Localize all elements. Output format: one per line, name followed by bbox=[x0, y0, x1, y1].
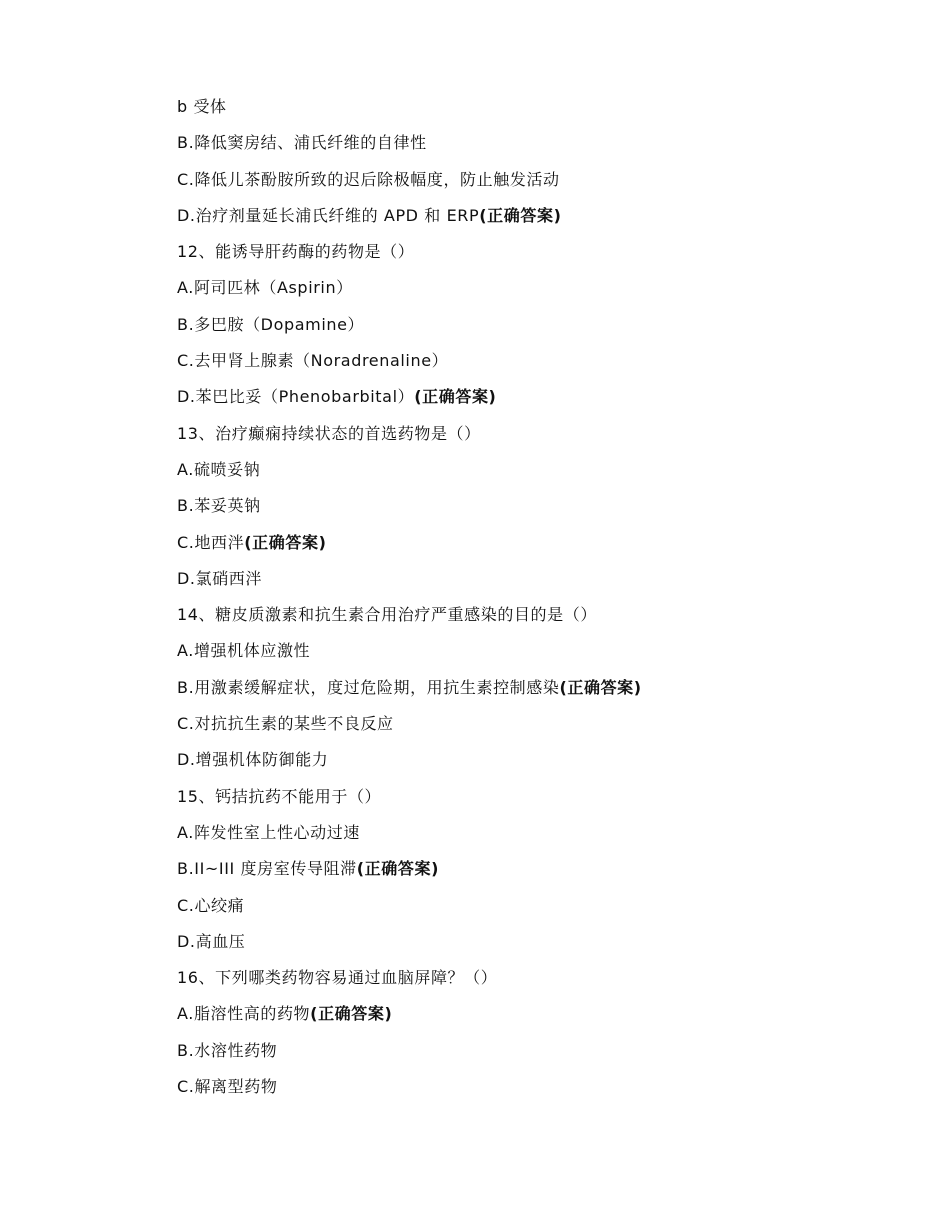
line-text: A.脂溶性高的药物 bbox=[177, 1004, 311, 1024]
option-line bbox=[177, 640, 897, 676]
option-line bbox=[177, 822, 897, 858]
line-text: D.苯巴比妥（Phenobarbital） bbox=[177, 387, 415, 407]
option-line bbox=[177, 132, 897, 168]
line-text: C.降低儿茶酚胺所致的迟后除极幅度，防止触发活动 bbox=[177, 169, 560, 189]
question-line bbox=[177, 967, 897, 1003]
option-line bbox=[177, 749, 897, 785]
option-line bbox=[177, 169, 897, 205]
option-line bbox=[177, 532, 897, 568]
option-line bbox=[177, 568, 897, 604]
question-line bbox=[177, 604, 897, 640]
option-line bbox=[177, 931, 897, 967]
line-text: C.地西泮 bbox=[177, 532, 245, 552]
line-text: B.多巴胺（Dopamine） bbox=[177, 314, 365, 334]
line-text: D.治疗剂量延长浦氏纤维的 APD 和 ERP bbox=[177, 205, 480, 225]
line-text: A.增强机体应激性 bbox=[177, 641, 311, 661]
line-text: b 受体 bbox=[177, 97, 227, 116]
question-list bbox=[177, 96, 897, 1112]
text-line bbox=[177, 96, 897, 132]
option-line bbox=[177, 495, 897, 531]
line-text: B.用激素缓解症状，度过危险期，用抗生素控制感染 bbox=[177, 677, 560, 697]
option-line bbox=[177, 858, 897, 894]
line-text: C.心绞痛 bbox=[177, 895, 245, 915]
line-text: B.苯妥英钠 bbox=[177, 496, 261, 516]
line-text: C.对抗抗生素的某些不良反应 bbox=[177, 714, 394, 734]
line-text: A.阿司匹林（Aspirin） bbox=[177, 278, 353, 298]
option-line bbox=[177, 386, 897, 422]
correct-answer-marker: (正确答案) bbox=[310, 1004, 393, 1024]
line-text: C.去甲肾上腺素（Noradrenaline） bbox=[177, 351, 449, 371]
line-text: D.增强机体防御能力 bbox=[177, 750, 329, 770]
line-text: B.降低窦房结、浦氏纤维的自律性 bbox=[177, 133, 427, 153]
correct-answer-marker: (正确答案) bbox=[414, 387, 497, 407]
line-text: B.II~III 度房室传导阻滞 bbox=[177, 859, 357, 879]
correct-answer-marker: (正确答案) bbox=[244, 532, 327, 552]
option-line bbox=[177, 895, 897, 931]
option-line bbox=[177, 677, 897, 713]
line-text: D.氯硝西泮 bbox=[177, 568, 263, 588]
line-text: D.高血压 bbox=[177, 931, 246, 951]
line-text: 13、治疗癫痫持续状态的首选药物是（） bbox=[177, 423, 481, 443]
correct-answer-marker: (正确答案) bbox=[479, 205, 562, 225]
correct-answer-marker: (正确答案) bbox=[356, 859, 439, 879]
line-text: C.解离型药物 bbox=[177, 1077, 278, 1097]
option-line bbox=[177, 1003, 897, 1039]
option-line bbox=[177, 459, 897, 495]
line-text: A.硫喷妥钠 bbox=[177, 459, 261, 479]
option-line bbox=[177, 350, 897, 386]
line-text: A.阵发性室上性心动过速 bbox=[177, 822, 360, 842]
option-line bbox=[177, 314, 897, 350]
option-line bbox=[177, 277, 897, 313]
line-text: 14、糖皮质激素和抗生素合用治疗严重感染的目的是（） bbox=[177, 605, 597, 625]
line-text: 15、钙拮抗药不能用于（） bbox=[177, 786, 382, 806]
line-text: B.水溶性药物 bbox=[177, 1040, 278, 1060]
line-text: 16、下列哪类药物容易通过血脑屏障？（） bbox=[177, 968, 498, 988]
question-line bbox=[177, 423, 897, 459]
question-line bbox=[177, 241, 897, 277]
question-line bbox=[177, 786, 897, 822]
option-line bbox=[177, 1040, 897, 1076]
option-line bbox=[177, 713, 897, 749]
line-text: 12、能诱导肝药酶的药物是（） bbox=[177, 242, 415, 262]
option-line bbox=[177, 205, 897, 241]
option-line bbox=[177, 1076, 897, 1112]
correct-answer-marker: (正确答案) bbox=[559, 677, 642, 697]
